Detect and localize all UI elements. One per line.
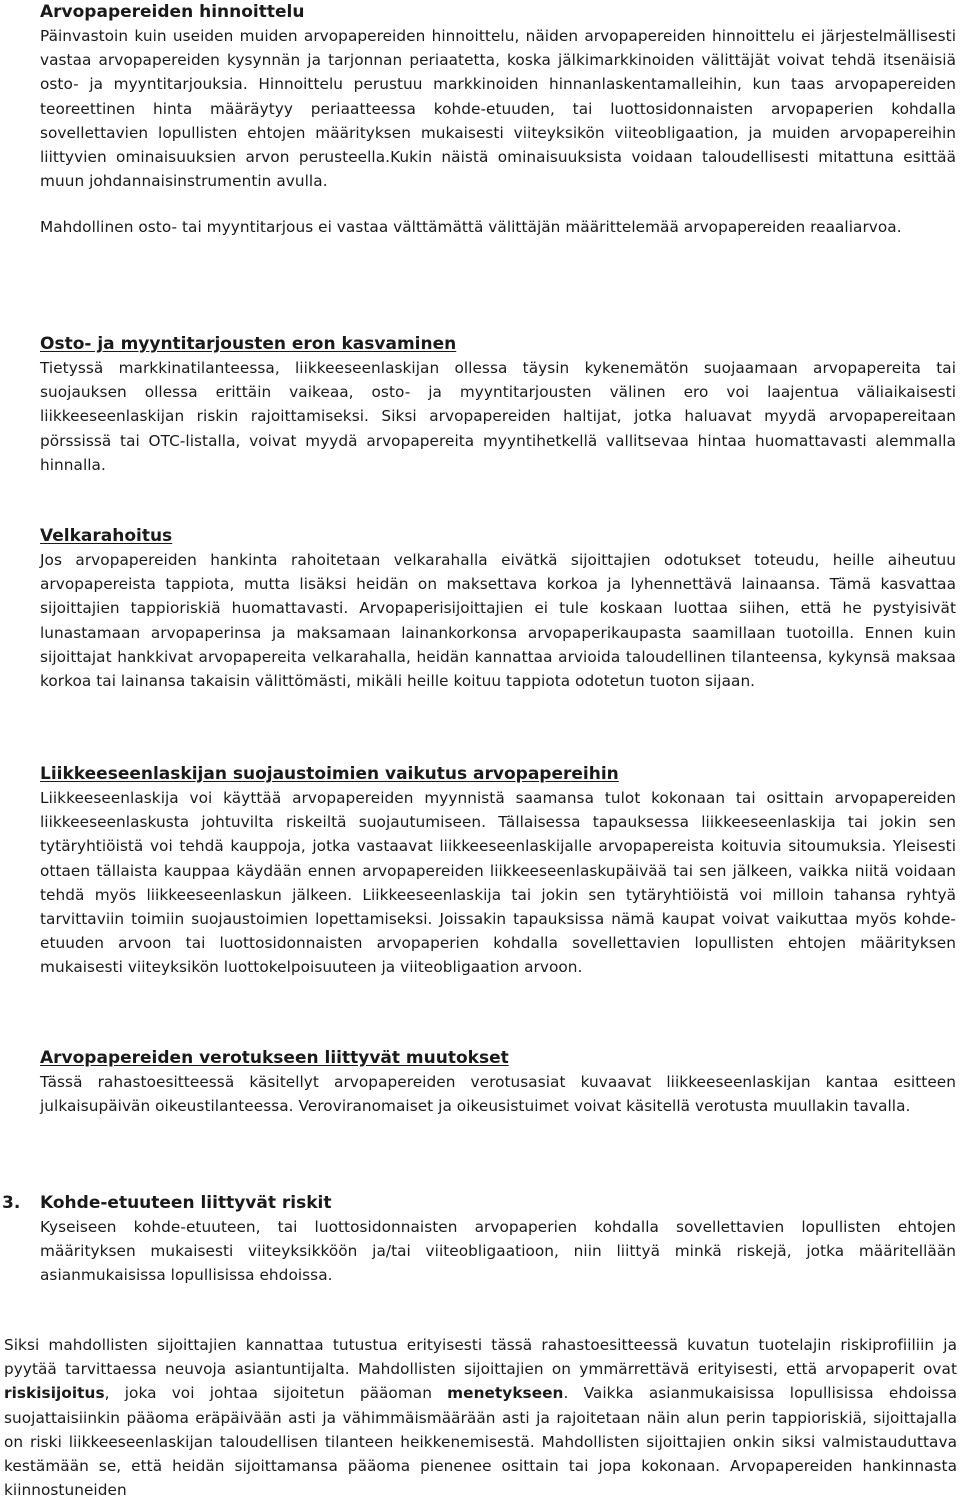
section-heading: Velkarahoitus [40,526,173,546]
section-underlying-risks [2,1192,956,1288]
section-paragraph: Mahdollinen osto- tai myyntitarjous ei vastaa välttämättä välittäjän määrittelemää arvopapereiden reaaliarvoa. [40,218,902,237]
bold-term-risk-investment: riskisijoitus [4,1384,105,1403]
section-paragraph: Liikkeeseenlaskija voi käyttää arvopapereiden myynnistä saamansa tulot kokonaan tai osittain arvopapereiden liikkeeseenlaskusta johtuvilta riskeiltä suojautumiseen. Tällaisessa tapauksessa liikkeeseenlaskija tai jokin sen tytäryhtiöistä voi tehdä kauppoja, jotka vastaavat liikkeeseenlaskijalle arvopapereista koituvia sitoumuksia. Yleisesti ottaen tällaista kauppaa käydään ennen arvopapereiden liikkeeseenlaskupäivää tai sen jälkeen, vaikka niitä voidaan tehdä myös liikkeeseenlaskun jälkeen. Liikkeeseenlaskija tai jokin sen tytäryhtiöistä voi milloin tahansa ryhtyä tarvittaviin toimiin suojaustoimien lopettamiseksi. Joissakin tapauksissa nämä kaupat voivat vaikuttaa myös kohde-etuuden arvoon tai luottosidonnaisten arvopaperien kohdalla sovellettavien lopullisten ehtojen määrityksen mukaisesti viiteyksikön luottokelpoisuuteen ja viiteobligaation arvoon. [40,789,956,977]
bold-term-loss: menetykseen [447,1384,564,1403]
section-heading: Osto- ja myyntitarjousten eron kasvaminen [40,334,457,354]
section-heading: Arvopapereiden hinnoittelu [40,2,305,22]
section-taxation [40,1047,956,1118]
final-section [4,1333,957,1502]
final-paragraph [4,1333,957,1502]
section-hedging [40,763,956,980]
section-spread-widening [40,333,956,477]
section-paragraph: Päinvastoin kuin useiden muiden arvopapereiden hinnoittelu, näiden arvopapereiden hinnoittelu ei järjestelmällisesti vastaa arvopapereiden kysynnän ja tarjonnan periaatetta, koska jälkimarkkinoiden välittäjät voivat tehdä itsenäisiä osto- ja myyntitarjouksia. Hinnoittelu perustuu markkinoiden hinnanlaskentamalleihin, kun taas arvopapereiden teoreettinen hinta määräytyy periaatteessa kohde-etuuden, tai luottosidonnaisten arvopaperien kohdalla sovellettavien lopullisten ehtojen määrityksen mukaisesti viiteyksikön viiteobligaation, ja muiden arvopapereihin liittyvien ominaisuuksien arvon perusteella.Kukin näistä ominaisuuksista voidaan taloudellisesti mitattuna esittää muun johdannaisinstrumentin avulla. [40,27,956,191]
section-number: 3. [2,1193,21,1213]
numbered-heading [2,1192,956,1215]
section-paragraph: Tietyssä markkinatilanteessa, liikkeeseenlaskijan ollessa täysin kykenemätön suojaamaan arvopapereita tai suojauksen ollessa erittäin vaikeaa, osto- ja myyntitarjousten välinen ero voi laajentua väliaikaisesti liikkeeseenlaskijan riskin rajoittamiseksi. Siksi arvopapereiden haltijat, jotka haluavat myydä arvopapereitaan pörssissä tai OTC-listalla, voivat myydä arvopapereita myyntihetkellä vallitsevaa hintaa huomattavasti alemmalla hinnalla. [40,359,956,474]
section-leverage [40,525,956,693]
final-text-part: , joka voi johtaa sijoitetun pääoman [104,1384,448,1403]
section-paragraph: Tässä rahastoesitteessä käsitellyt arvopapereiden verotusasiat kuvaavat liikkeeseenlaskijan kantaa esitteen julkaisupäivän oikeustilanteessa. Veroviranomaiset ja oikeusistuimet voivat käsitellä verotusta muullakin tavalla. [40,1073,956,1116]
final-text-part: . Vaikka asianmukaisissa lopullisissa ehdoissa suojattaisiinkin pääoma eräpäivään asti ja vähimmäismäärään asti ja rajoitetaan näin alun perin tappioriskiä, sijoittajalla on riski liikkeeseenlaskijan taloudellisen tilanteen heikkenemisestä. Mahdollisten sijoittajien onkin siksi valmistauduttava kestämään se, että heidän sijoittamansa pääoma pienenee osittain tai jopa kokonaan. Arvopapereiden hankinnasta kiinnostuneiden [4,1384,957,1500]
section-paragraph: Jos arvopapereiden hankinta rahoitetaan velkarahalla eivätkä sijoittajien odotukset toteudu, heille aiheutuu arvopapereista tappiota, mutta lisäksi heidän on maksettava korkoa ja lyhennettävä lainaansa. Tämä kasvattaa sijoittajien tappioriskiä huomattavasti. Arvopaperisijoittajien ei tule koskaan luottaa siihen, että he pystyisivät lunastamaan arvopaperinsa ja maksamaan lainankorkonsa arvopaperikaupasta saamillaan tuotoilla. Ennen kuin sijoittajat hankkivat arvopapereita velkarahalla, heidän kannattaa arvioida taloudellinen tilanteensa, kykynsä maksaa korkoa tai lainansa takaisin välittömästi, mikäli heille koituu tappiota odotetun tuoton sijaan. [40,551,956,691]
section-heading: Arvopapereiden verotukseen liittyvät muutokset [40,1048,509,1068]
section-paragraph: Kyseiseen kohde-etuuteen, tai luottosidonnaisten arvopaperien kohdalla sovellettavien lopullisten ehtojen määrityksen mukaisesti viiteyksikköön ja/tai viiteobligaatioon, niin liittyä minkä riskejä, jotka määritellään asianmukaisissa lopullisissa ehdoissa. [40,1218,956,1285]
final-text-part: Siksi mahdollisten sijoittajien kannattaa tutustua erityisesti tässä rahastoesitteessä kuvatun tuotelajin riskiprofiiliin ja pyytää tarvittaessa neuvoja asiantuntijalta. Mahdollisten sijoittajien on ymmärrettävä erityisesti, että arvopaperit ovat [4,1336,957,1379]
section-heading: Liikkeeseenlaskijan suojaustoimien vaikutus arvopapereihin [40,764,619,784]
section-heading: Kohde-etuuteen liittyvät riskit [40,1193,332,1213]
section-pricing [40,1,956,240]
